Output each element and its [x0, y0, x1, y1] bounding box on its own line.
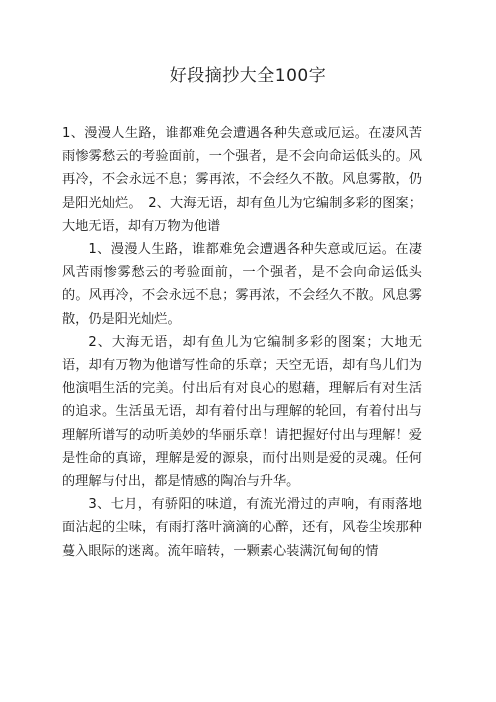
document-title: 好段摘抄大全100字	[169, 66, 327, 86]
document-body	[62, 122, 422, 563]
paragraph-3: 2、大海无语，却有鱼儿为它编制多彩的图案；大地无语，却有万物为他谱写性命的乐章；天空无语，却有鸟儿们为他演唱生活的完美。付出后有对良心的慰藉，理解后有对生活的追求。生活虽无语，却有着付出与理解的轮回，有着付出与理解所谱写的动听美妙的华丽乐章！请把握好付出与理解！爱是性命的真谛，理解是爱的源泉，而付出则是爱的灵魂。任何的理解与付出，都是情感的陶冶与升华。	[62, 334, 422, 490]
paragraph-1: 1、漫漫人生路，谁都难免会遭遇各种失意或厄运。在凄风苦雨惨雾愁云的考验面前，一个强者，是不会向命运低头的。风再冷，不会永远不息；雾再浓，不会经久不散。风息雾散，仍是阳光灿烂。 2、大海无语，却有鱼儿为它编制多彩的图案；大地无语，却有万物为他谱	[62, 126, 422, 234]
paragraph-2: 1、漫漫人生路，谁都难免会遭遇各种失意或厄运。在凄风苦雨惨雾愁云的考验面前，一个强者，是不会向命运低头的。风再冷，不会永远不息；雾再浓，不会经久不散。风息雾散，仍是阳光灿烂。	[62, 242, 422, 327]
paragraph-4: 3、七月，有骄阳的味道，有流光滑过的声响，有雨落地面沾起的尘味，有雨打落叶滴滴的心醉，还有，风卷尘埃那种蔓入眼际的迷离。流年暗转，一颗素心装满沉甸甸的情	[62, 497, 422, 559]
